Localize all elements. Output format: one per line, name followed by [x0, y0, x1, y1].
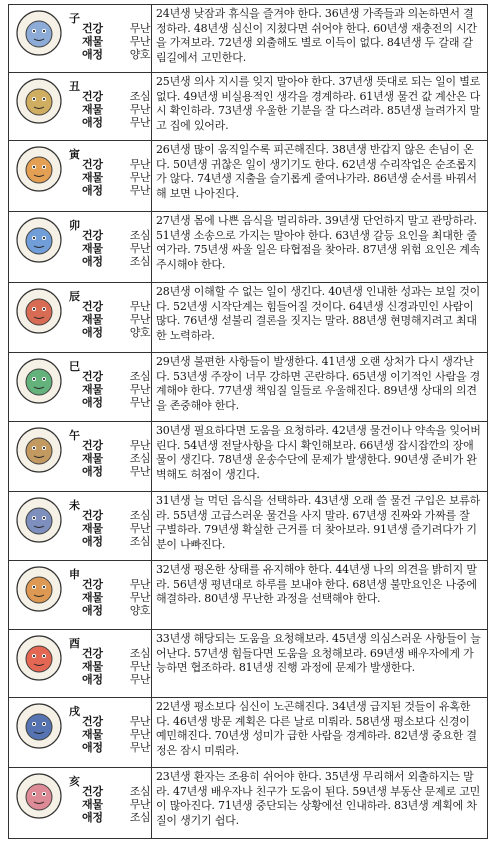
- rating-value: 무난: [129, 116, 150, 129]
- zodiac-hanja: 寅: [69, 148, 80, 161]
- rooster-icon: [15, 634, 63, 682]
- mouse-icon: [15, 9, 63, 57]
- rating-row: [82, 465, 150, 478]
- fortune-text: 32년생 평온한 상태를 유지해야 한다. 44년생 나의 의견을 밝히지 말라. 56년생 평년대로 하루를 보내야 한다. 68년생 불만요인은 나중에 해결하라. 80년생 무난한 과정을 선택해야 한다.: [156, 563, 477, 606]
- rating-value: 무난: [129, 741, 150, 754]
- rating-label: 재물: [82, 452, 103, 465]
- rating-value: 무난: [129, 396, 150, 409]
- rating-label: 건강: [82, 370, 103, 383]
- fortune-cell: [152, 492, 487, 560]
- rating-label: 애정: [82, 535, 103, 548]
- rating-label: 건강: [82, 715, 103, 728]
- zodiac-info: [9, 492, 152, 560]
- zodiac-ratings: [82, 509, 150, 548]
- rating-value: 조심: [129, 255, 150, 268]
- rating-row: [82, 116, 150, 129]
- rating-label: 애정: [82, 326, 103, 339]
- rating-row: [82, 798, 150, 811]
- rating-value: 조심: [129, 647, 150, 660]
- rating-row: [82, 370, 150, 383]
- zodiac-row-sheep: [9, 492, 487, 561]
- rating-row: [82, 90, 150, 103]
- rating-label: 재물: [82, 383, 103, 396]
- fortune-cell: [152, 698, 487, 767]
- rating-row: [82, 509, 150, 522]
- rating-label: 애정: [82, 116, 103, 129]
- rating-label: 건강: [82, 300, 103, 313]
- rating-value: 조심: [129, 811, 150, 824]
- zodiac-ratings: [82, 300, 150, 339]
- fortune-text: 31년생 늘 먹던 음식을 선택하라. 43년생 오래 쓸 물건 구입은 보류하라. 55년생 고급스러운 물건을 사지 말라. 67년생 진짜와 가짜를 잘 구별하라. 79년생 확실한 근거를 더 찾아보라. 91년생 즐기려다가 기분이 나빠진다.: [156, 494, 481, 551]
- zodiac-ratings: [82, 578, 150, 617]
- ox-icon: [15, 77, 63, 125]
- rating-row: [82, 535, 150, 548]
- rating-value: 무난: [129, 242, 150, 255]
- fortune-text: 26년생 많이 움직일수록 피곤해진다. 38년생 반갑지 않은 손님이 온다. 50년생 귀찮은 일이 생기기도 한다. 62년생 수리작업은 순조롭지가 않다. 74년생 지출을 슬기롭게 줄여나가라. 86년생 순서를 바꿔서 해 보면 나아진다.: [156, 143, 477, 200]
- rating-label: 애정: [82, 673, 103, 686]
- rating-label: 재물: [82, 313, 103, 326]
- zodiac-row-tiger: [9, 141, 487, 212]
- rating-label: 건강: [82, 22, 103, 35]
- rating-label: 건강: [82, 785, 103, 798]
- rating-label: 재물: [82, 171, 103, 184]
- zodiac-row-snake: [9, 353, 487, 422]
- zodiac-info: [9, 283, 152, 352]
- rating-value: 무난: [129, 591, 150, 604]
- zodiac-row-pig: [9, 768, 487, 838]
- zodiac-info: [9, 212, 152, 282]
- rating-label: 건강: [82, 229, 103, 242]
- zodiac-row-monkey: [9, 561, 487, 630]
- dog-icon: [15, 702, 63, 750]
- zodiac-ratings: [82, 439, 150, 478]
- zodiac-row-ox: [9, 73, 487, 141]
- rating-label: 건강: [82, 158, 103, 171]
- zodiac-info: [9, 768, 152, 838]
- rating-value: 무난: [129, 300, 150, 313]
- rating-value: 무난: [129, 22, 150, 35]
- rating-value: 무난: [129, 439, 150, 452]
- fortune-text: 33년생 해당되는 도움을 요청해보라. 45년생 의심스러운 사항들이 늘어난다. 57년생 힘들다면 도움을 요청해보라. 69년생 배우자에게 가능하면 협조하라. 81년생 진행 과정에 문제가 발생한다.: [156, 632, 481, 675]
- rating-row: [82, 184, 150, 197]
- fortune-text: 22년생 평소보다 심신이 노곤해진다. 34년생 급지된 것들이 유혹한다. 46년생 방문 계획은 다른 날로 미뤄라. 58년생 평소보다 신경이 예민해진다. 70년생 성미가 급한 사람을 경계하라. 82년생 중요한 결정은 잠시 미뤄라.: [156, 700, 477, 757]
- rating-label: 재물: [82, 522, 103, 535]
- zodiac-info: [9, 353, 152, 421]
- zodiac-info: [9, 141, 152, 211]
- rating-row: [82, 300, 150, 313]
- fortune-text: 27년생 몸에 나쁜 음식을 멀리하라. 39년생 단언하지 말고 관망하라. 51년생 소송으로 가지는 말아야 한다. 63년생 갈등 요인을 최대한 줄여가라. 75년생 싸울 일은 타협점을 찾아라. 87년생 위험 요인은 계속 주시해야 한다.: [156, 214, 481, 271]
- fortune-text: 28년생 이해할 수 없는 일이 생긴다. 40년생 인내한 성과는 보일 것이다. 52년생 시작단계는 힘들어질 것이다. 64년생 신경과민인 사람이 많다. 76년생 섣불리 결론을 짓지는 말라. 88년생 현명해지려고 최대한 노력하라.: [156, 285, 481, 342]
- rating-value: 무난: [129, 715, 150, 728]
- fortune-cell: [152, 73, 487, 140]
- rating-label: 애정: [82, 48, 103, 61]
- rating-value: 무난: [129, 522, 150, 535]
- fortune-cell: [152, 283, 487, 352]
- zodiac-info: [9, 5, 152, 72]
- fortune-cell: [152, 630, 487, 697]
- snake-icon: [15, 357, 63, 405]
- rating-row: [82, 452, 150, 465]
- zodiac-hanja: 巳: [69, 360, 80, 373]
- zodiac-info: [9, 422, 152, 491]
- zodiac-info: [9, 73, 152, 140]
- rating-label: 건강: [82, 439, 103, 452]
- rating-row: [82, 604, 150, 617]
- rating-row: [82, 158, 150, 171]
- rating-value: 조심: [129, 90, 150, 103]
- zodiac-hanja: 酉: [69, 637, 80, 650]
- zodiac-hanja: 申: [69, 568, 80, 581]
- rating-row: [82, 811, 150, 824]
- rating-value: 무난: [129, 158, 150, 171]
- zodiac-hanja: 亥: [69, 775, 80, 788]
- rating-value: 무난: [129, 171, 150, 184]
- zodiac-ratings: [82, 715, 150, 754]
- dragon-icon: [15, 287, 63, 335]
- zodiac-ratings: [82, 158, 150, 197]
- rating-label: 애정: [82, 255, 103, 268]
- rating-value: 조심: [129, 370, 150, 383]
- horoscope-table: [8, 4, 488, 839]
- rating-value: 조심: [129, 535, 150, 548]
- fortune-cell: [152, 422, 487, 491]
- rating-row: [82, 229, 150, 242]
- rating-label: 재물: [82, 591, 103, 604]
- rating-value: 무난: [129, 465, 150, 478]
- rating-value: 조심: [129, 452, 150, 465]
- rating-label: 건강: [82, 647, 103, 660]
- zodiac-row-mouse: [9, 5, 487, 73]
- rating-label: 애정: [82, 604, 103, 617]
- pig-icon: [15, 772, 63, 820]
- rating-row: [82, 35, 150, 48]
- zodiac-hanja: 午: [69, 429, 80, 442]
- rating-label: 재물: [82, 242, 103, 255]
- zodiac-hanja: 辰: [69, 290, 80, 303]
- rating-value: 양호: [129, 326, 150, 339]
- zodiac-ratings: [82, 22, 150, 61]
- rating-value: 양호: [129, 48, 150, 61]
- rating-row: [82, 715, 150, 728]
- zodiac-info: [9, 561, 152, 629]
- rating-row: [82, 591, 150, 604]
- rabbit-icon: [15, 216, 63, 264]
- rating-value: 무난: [129, 578, 150, 591]
- sheep-icon: [15, 496, 63, 544]
- rating-row: [82, 439, 150, 452]
- zodiac-hanja: 丑: [69, 80, 80, 93]
- rating-label: 건강: [82, 578, 103, 591]
- zodiac-info: [9, 698, 152, 767]
- fortune-text: 29년생 불편한 사항들이 발생한다. 41년생 오랜 상처가 다시 생각난다. 53년생 주장이 너무 강하면 곤란하다. 65년생 이기적인 사람을 경계해야 한다. 77년생 책임질 일들로 우울해진다. 89년생 상대의 의견을 존중해야 한다.: [156, 355, 481, 412]
- rating-value: 무난: [129, 103, 150, 116]
- rating-label: 건강: [82, 90, 103, 103]
- rating-value: 양호: [129, 604, 150, 617]
- rating-value: 무난: [129, 673, 150, 686]
- rating-label: 재물: [82, 103, 103, 116]
- rating-label: 애정: [82, 811, 103, 824]
- rating-row: [82, 673, 150, 686]
- rating-row: [82, 728, 150, 741]
- zodiac-row-dragon: [9, 283, 487, 353]
- fortune-cell: [152, 5, 487, 72]
- rating-row: [82, 48, 150, 61]
- zodiac-row-rabbit: [9, 212, 487, 283]
- zodiac-hanja: 卯: [69, 219, 80, 232]
- fortune-text: 24년생 낮잠과 휴식을 즐겨야 한다. 36년생 가족들과 의논하면서 결정하라. 48년생 심신이 지쳤다면 쉬어야 한다. 60년생 재충전의 시간을 가져보라. 72년생 외출해도 별로 이득이 없다. 84년생 두 갈래 갈림길에서 고민한다.: [156, 7, 477, 64]
- zodiac-hanja: 未: [69, 499, 80, 512]
- zodiac-ratings: [82, 370, 150, 409]
- rating-value: 조심: [129, 509, 150, 522]
- fortune-text: 23년생 환자는 조용히 쉬어야 한다. 35년생 무리해서 외출하지는 말라. 47년생 배우자나 친구가 도움이 된다. 59년생 부동산 문제로 고민이 많아진다. 71년생 중단되는 상황에선 인내하라. 83년생 계획에 차질이 생기기 쉽다.: [156, 770, 481, 827]
- horse-icon: [15, 426, 63, 474]
- rating-row: [82, 578, 150, 591]
- rating-row: [82, 255, 150, 268]
- zodiac-info: [9, 630, 152, 697]
- rating-row: [82, 242, 150, 255]
- rating-label: 재물: [82, 35, 103, 48]
- rating-label: 재물: [82, 798, 103, 811]
- rating-value: 무난: [129, 798, 150, 811]
- rating-row: [82, 522, 150, 535]
- monkey-icon: [15, 565, 63, 613]
- rating-label: 재물: [82, 728, 103, 741]
- zodiac-row-rooster: [9, 630, 487, 698]
- rating-row: [82, 383, 150, 396]
- tiger-icon: [15, 145, 63, 193]
- rating-label: 건강: [82, 509, 103, 522]
- rating-row: [82, 22, 150, 35]
- rating-row: [82, 741, 150, 754]
- zodiac-ratings: [82, 647, 150, 686]
- rating-label: 애정: [82, 741, 103, 754]
- fortune-cell: [152, 141, 487, 211]
- rating-row: [82, 103, 150, 116]
- fortune-cell: [152, 212, 487, 282]
- rating-row: [82, 647, 150, 660]
- rating-label: 재물: [82, 660, 103, 673]
- rating-row: [82, 660, 150, 673]
- rating-label: 애정: [82, 396, 103, 409]
- rating-value: 조심: [129, 229, 150, 242]
- rating-label: 애정: [82, 184, 103, 197]
- rating-value: 무난: [129, 184, 150, 197]
- rating-value: 무난: [129, 313, 150, 326]
- rating-row: [82, 785, 150, 798]
- rating-value: 조심: [129, 785, 150, 798]
- rating-row: [82, 326, 150, 339]
- fortune-text: 30년생 필요하다면 도움을 요청하라. 42년생 물건이나 약속을 잊어버린다. 54년생 전달사항을 다시 확인해보라. 66년생 잡시잡깐의 장애물이 생긴다. 78년생 운송수단에 문제가 발생한다. 90년생 준비가 완벽해도 허점이 생긴다.: [156, 424, 481, 481]
- zodiac-hanja: 子: [69, 12, 80, 25]
- rating-value: 무난: [129, 383, 150, 396]
- fortune-cell: [152, 561, 487, 629]
- fortune-cell: [152, 353, 487, 421]
- zodiac-row-dog: [9, 698, 487, 768]
- zodiac-row-horse: [9, 422, 487, 492]
- rating-row: [82, 313, 150, 326]
- rating-value: 무난: [129, 660, 150, 673]
- rating-row: [82, 396, 150, 409]
- zodiac-ratings: [82, 785, 150, 824]
- rating-label: 애정: [82, 465, 103, 478]
- zodiac-hanja: 戌: [69, 705, 80, 718]
- zodiac-ratings: [82, 229, 150, 268]
- fortune-text: 25년생 의사 지시를 잊지 말아야 한다. 37년생 뜻대로 되는 일이 별로 없다. 49년생 비실용적인 생각을 경계하라. 61년생 물건 값 계산은 다시 확인하라. 73년생 우울한 기분을 잘 다스려라. 85년생 늘려가지 말고 집에 있어라.: [156, 75, 481, 132]
- rating-value: 무난: [129, 35, 150, 48]
- rating-value: 무난: [129, 728, 150, 741]
- fortune-cell: [152, 768, 487, 838]
- rating-row: [82, 171, 150, 184]
- zodiac-ratings: [82, 90, 150, 129]
